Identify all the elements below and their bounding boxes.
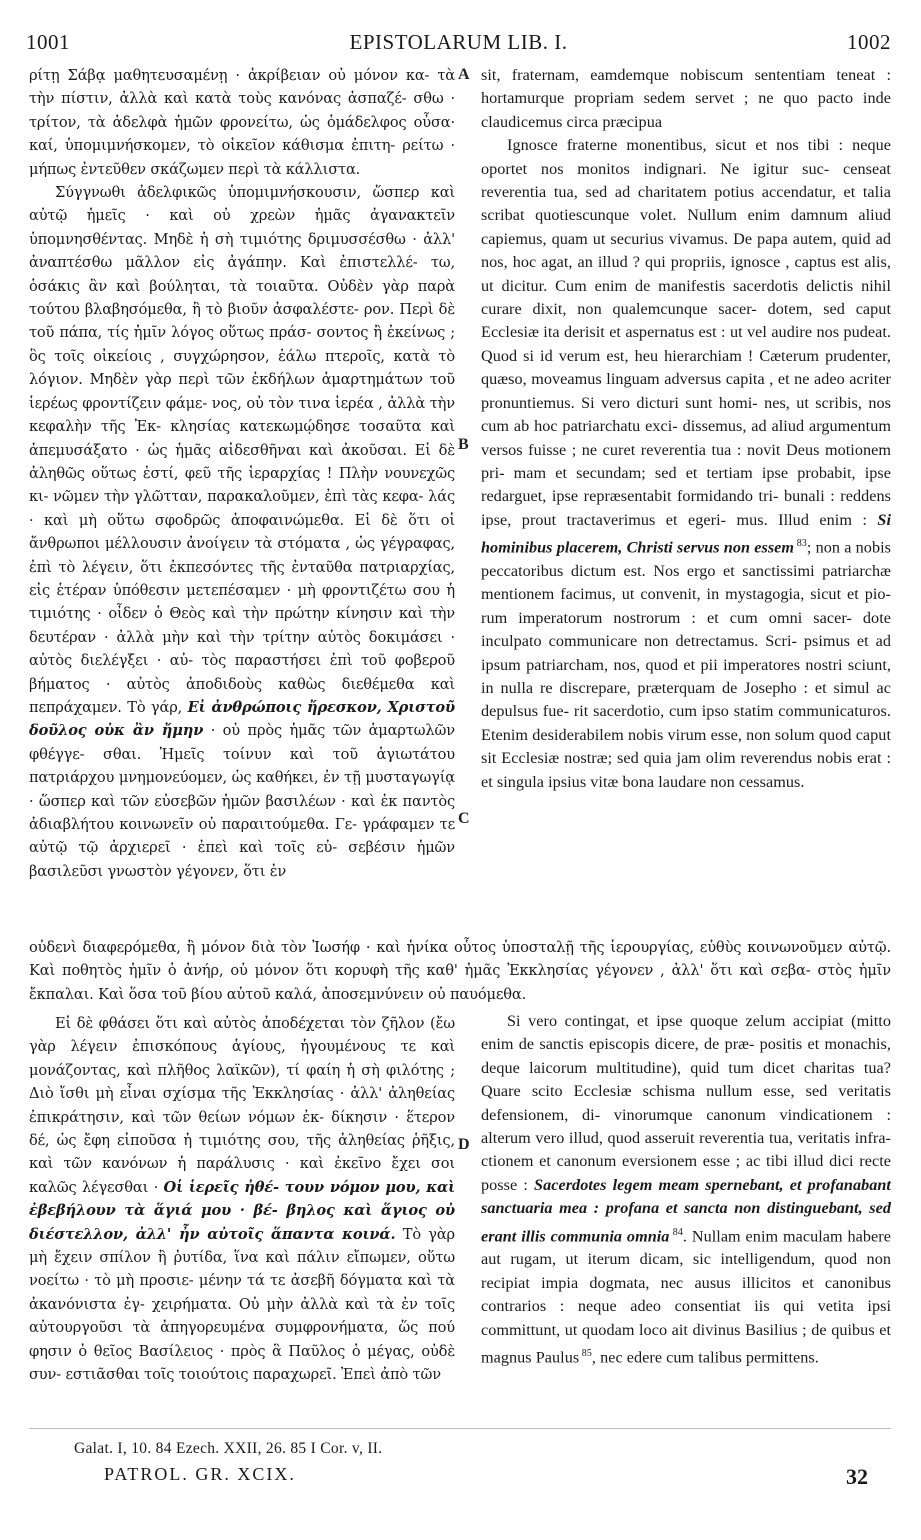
greek-text: Σύγγνωθι ἀδελφικῶς ὑπομιμνήσκουσιν, ὥσπερ καὶ αὐτῷ ἡμεῖς · καὶ οὐ χρεὼν ἡμᾶς ἀγανακτεῖν ὑπομνησθέντας. Μηδὲ ἡ σὴ τιμιότης δριμυσσέσθω · ἀλλ' ἀναπτέσθω μᾶλλον εἰς ἀγάπην. Καὶ ἐπιστελλέ- τω, ὁσάκις ἂν καὶ βούληται, τὰ τοιαῦτα. Οὐδὲν γὰρ παρὰ τούτου βλαβησόμεθα, ἢ τὸ βιοῦν ἀσφαλέστε- ρον. Περὶ δὲ τοῦ πάπα, τίς ἡμῖν λόγος οὕτως πράσ- σοντος ἢ ἐκείνως ; ὃς τοῖς οἰκείοις , συγχώρησον, ἐάλω πτεροῖς, κατὰ τὸ λόγιον. Μηδὲν γὰρ περὶ τῶν ἐκδήλων ἁμαρτημάτων τοῦ ἱερέως φροντίζειν φάμε- νος, οὐ τὸν τινα ἱερέα , ἀλλὰ τὴν κεφαλὴν τῆς Ἐκ- κλησίας κατεκωμῴδησε τοσαῦτα καὶ ἀπεμυσάξατο · ὡς ἡμᾶς αἰδεσθῆναι καὶ ἀκοῦσαι. Εἰ δὲ ἀληθῶς οὕτως ἐστί, φεῦ τῆς ἱεραρχίας ! Πλὴν νουνεχῶς κι- νῶμεν τὴν γλῶτταν, παρακαλοῦμεν, ἐπὶ τὰς κεφα- λάς · καὶ μὴ οὕτω σφοδρῶς ἀποφαινώμεθα. Εἰ δὲ ὅτι οἱ ἄνθρωποι μέλλουσιν ἀνοίγειν τὰ στόματα , ὡς γέγραφας, ἐπὶ τὸ λέγειν, ὅτι ἐκπεσόντες τῆς ἐνταῦθα πατριαρχίας, εἰς ἑτέραν ὑπόθεσιν μετεπέσαμεν · μὴ φροντιζέτω σου ἡ τιμιότης · οἶδεν ὁ Θεὸς καὶ τὴν πρώτην κίνησιν καὶ τὴν δευτέραν · ἀλλὰ μὴν καὶ τὴν τρίτην αὐτὸς δοκιμάσει · αὐτὸς διελέγξει · αὐ- τὸς παραστήσει ἐπὶ τοῦ φοβεροῦ βήματος · αὐτὸς ἀποδιδοὺς καθὼς διεθέμεθα καὶ πεπράχαμεν. Τὸ γάρ,: [29, 184, 455, 716]
footer-rule: [29, 1428, 891, 1429]
greek-full-width: [29, 936, 891, 1006]
volume-signature: PATROL. GR. XCIX.: [104, 1464, 296, 1484]
latin-text: . Nullam enim maculam habere aut rugam, ut iterum dicam, sic intelligendum, quod non recipiat impia dogmata, nec ausus illicitos et canonibus contrarios : neque adeo consentiat iis qui vetita ipsi committunt, ut quodam loco ait divinus Basilius ; de quibus et magnus Paulus: [481, 1227, 891, 1367]
latin-column-top: [481, 64, 891, 794]
greek-paragraph: [29, 181, 455, 883]
page-header: [26, 30, 891, 58]
greek-scripture-quote: Οἱ ἱερεῖς ἠθέ- τουν νόμον μου, καὶ ἐβεβήλουν τὰ ἅγιά μου · βέ- βηλος καὶ ἅγιος οὐ διέστελλον, ἀλλ' ἦν αὐτοῖς ἅπαντα κοινά.: [29, 1178, 456, 1243]
latin-paragraph: sit, fraternam, eamdemque nobiscum sententiam teneat : hortamurque propriam sedem servet ; ne quo pacto inde claudicemus circa præcipua: [481, 66, 891, 131]
greek-scripture-quote: Εἰ ἀνθρώποις ἤρεσκον, Χριστοῦ δοῦλος οὐκ ἂν ἤμην: [29, 698, 455, 740]
greek-text: Εἰ δὲ φθάσει ὅτι καὶ αὐτὸς ἀποδέχεται τὸν ζῆλον (ἔω γὰρ λέγειν ἐπισκόπους ἁγίους, ἡγουμένους τε καὶ μονάζοντας, καὶ πλῆθος λαϊκῶν), τί φαίη ἡ σὴ φιλότης ; Διὸ ἴσθι μὴ εἶναι σχίσμα τῆς Ἐκκλησίας · ἀλλ' ἀληθείας ἐπικράτησιν, καὶ τῶν θείων νόμων ἐκ- δίκησιν · ἕτερον δέ, ὡς ἔφη εἰποῦσα ἡ τιμιότης σου, τῆς ἀληθείας ῥῆξις, καὶ τῶν κανόνων ἡ παράλυσις · καὶ ἐκεῖνο ἔχει σοι καλῶς λέγεσθαι ·: [29, 1015, 455, 1196]
margin-letter-d: D: [458, 1136, 470, 1153]
greek-column-top: [29, 64, 455, 883]
footnote-ref: 85: [579, 1348, 592, 1360]
latin-text: ; non a nobis peccatoribus dictum est. Nos ergo et sanctissimi patriarchæ mentionem facimus, ut convenit, in mystagogia, sicut et pio- rum imperatorum nostrorum : et cum omni sacer- dote inculpato communicare non detrectamus. Scri- psimus et ad ipsum patriarcham, nos, quod et pii imperatores nostri sciunt, in nulla re discrepare, præterquam de Josepho : et simul ac depulsus fue- rit sacerdotio, cum ipso statim communicaturos. Etenim desiderabilem nobis virum esse, non solum quod caput sit Ecclesiæ nostræ; sed quia jam olim reverendus nobis erat : et singula ipsius vitæ bona laudare non cessamus.: [481, 538, 891, 791]
margin-letter-c: C: [458, 810, 470, 827]
latin-paragraph: [481, 134, 891, 794]
footnote-ref: 84: [669, 1226, 683, 1238]
latin-paragraph: [481, 1010, 891, 1370]
latin-text: Ignosce fraterne monentibus, sicut et nos tibi : neque oportet nos monitos indignari. Ne igitur suc- censeat reverentia tua, sed ad charitatem potius accendatur, et talia scribat quotiescunque volet. Nullum enim damnum aliud capiemus, quam ut securius vivamus. De papa autem, quid ad nos, hoc agat, an illud ? qui propriis, ignosce , captus est alis, ut dicitur. Cum enim de manifestis sacerdotis delictis nihil curare dixit, non qualemcunque sacer- dotem, sed caput Ecclesiæ ita derisit et aspernatus est : ut vel audire nos pudeat. Quod si id verum est, heu hierarchiam ! Cæterum prudenter, quæso, moveamus linguam adversus capita , et ne adeo acriter pronuntiemus. Si vero dicturi sunt homi- nes, ut scribis, nos cum ab hoc patriarchatu exci- dissemus, ad aliud argumentum versos fuisse ; ne curet reverentia tua : novit Deus motionem pri- mam et secundam; sed et tertiam ipse probabit, ipse redarguet, ipse repræsentabit formidando tri- bunali : reddens ipse, prout tractaverimus et egeri- mus. Illud enim :: [481, 136, 891, 529]
margin-letter-b: B: [458, 436, 469, 453]
latin-scripture-quote: Sacerdotes legem meam spernebant, et profanabant sanctuaria mea : profana et sancta non distinguebant, sed erant illis communia omnia: [481, 1175, 891, 1246]
left-page-number: 1001: [26, 30, 70, 54]
sheet-number: 32: [846, 1464, 868, 1489]
footnotes: Galat. I, 10. 84 Ezech. XXII, 26. 85 I Cor. v, II.: [74, 1440, 383, 1457]
running-head: EPISTOLARUM LIB. I.: [349, 30, 568, 54]
latin-text: Si vero contingat, et ipse quoque zelum accipiat (mitto enim de sanctis episcopis dicere, de præ- positis et monachis, deque laicorum multitudine), quid tum dicet charitas tua? Quare scito Ecclesiæ schisma nullum esse, sed veritatis defensionem, di- vinorumque canonum vindicationem : alterum vero illud, quod asseruit reverentia tua, veritatis infra- ctionem et canonum eversionem esse ; ac tibi illud dici recte posse :: [481, 1012, 891, 1194]
latin-scripture-quote: Si hominibus placerem, Christi servus non essem: [481, 510, 891, 557]
latin-column-bottom: [481, 1010, 891, 1370]
right-page-number: 1002: [847, 30, 891, 54]
greek-paragraph: [29, 1012, 455, 1387]
greek-text: Τὸ γὰρ μὴ ἔχειν σπίλον ἢ ῥυτίδα, ἵνα καὶ πάλιν εἴπωμεν, οὕτω νοείτω · τὸ μὴ προσιε- μένην τά τε ἀσεβῆ δόγματα καὶ τὰ ἀκανόνιστα ἐγ- χειρήματα. Οὐ μὴν ἀλλὰ καὶ τὰ ἐν τοῖς αὐτουργοῦσι τὰ ἀπηγορευμένα συμφρονήματα, ὥς πού φησιν ὁ θεῖος Βασίλειος · πρὸς ἃ Παῦλος ὁ μέγας, οὐδὲ συν- εστιᾶσθαι τοῖς τοιούτοις παραχωρεῖ. Ἐπεὶ ἀπὸ τῶν: [29, 1225, 455, 1384]
margin-letter-a: A: [458, 66, 470, 83]
greek-paragraph: οὐδενὶ διαφερόμεθα, ἢ μόνον διὰ τὸν Ἰωσήφ · καὶ ἡνίκα οὗτος ὑποσταλῇ τῆς ἱερουργίας, εὐθὺς κοινωνοῦμεν αὐτῷ. Καὶ ποθητὸς ἡμῖν ὁ ἀνήρ, οὐ μόνον ὅτι κορυφὴ τῆς καθ' ἡμᾶς Ἐκκλησίας γέγονεν , ἀλλ' ὅτι καὶ σεβα- στὸς ἡμῖν ἔκπαλαι. Καὶ ὅσα τοῦ βίου αὐτοῦ καλά, ἀποσεμνύνειν οὐ παυόμεθα.: [29, 939, 891, 1003]
latin-text: , nec edere cum talibus permittens.: [591, 1348, 819, 1367]
greek-text: · οὐ πρὸς ἡμᾶς τῶν ἁμαρτωλῶν φθέγγε- σθαι. Ἡμεῖς τοίνυν καὶ τοῦ ἁγιωτάτου πατριάρχου μνημονεύομεν, ὡς καθήκει, ἐν τῇ μυσταγωγίᾳ · ὥσπερ καὶ τῶν εὐσεβῶν ἡμῶν βασιλέων · καὶ ἐκ παντὸς ἀδιαβλήτου κοινωνεῖν οὐ παραιτούμεθα. Γε- γράφαμεν τε αὐτῷ τῷ ἀρχιερεῖ · ἐπεὶ καὶ τοῖς εὐ- σεβέσιν ἡμῶν βασιλεῦσι γνωστὸν γέγονεν, ὅτι ἐν: [29, 722, 455, 880]
greek-column-bottom: [29, 1012, 455, 1387]
footnote-ref: 83: [794, 538, 807, 550]
greek-paragraph: ρίτῃ Σάβᾳ μαθητευσαμένῃ · ἀκρίβειαν οὐ μόνον κα- τὰ τὴν πίστιν, ἀλλὰ καὶ κατὰ τοὺς κανόνας ἀσπαζέ- σθω · τρίτον, τὰ ἀδελφὰ ἡμῶν φρονείτω, ὡς ὁμάδελφος οὖσα· καί, ὑπομιμνήσκομεν, τὸ οἰκεῖον κάθισμα ἐπιτη- ρείτω · μήπως ἐντεῦθεν σκάζωμεν περὶ τὰ κάλλιστα.: [29, 67, 455, 178]
